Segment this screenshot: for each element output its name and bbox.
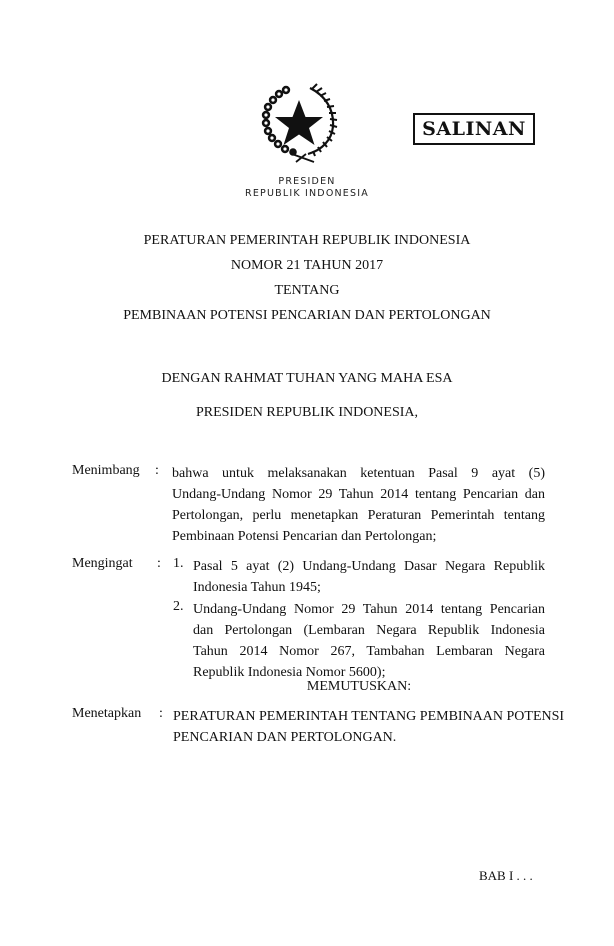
preamble-presiden: PRESIDEN REPUBLIK INDONESIA, (195, 405, 419, 420)
menetapkan-colon: : (159, 706, 163, 721)
mengingat-item-number: 1. (173, 556, 184, 571)
menetapkan-label: Menetapkan (72, 706, 142, 721)
salinan-stamp (413, 113, 535, 145)
mengingat-colon: : (157, 556, 161, 571)
regulation-tentang: TENTANG (274, 283, 340, 298)
menetapkan-text (173, 706, 565, 748)
menetapkan-line: PERATURAN PEMERINTAH TENTANG PEMBINAAN POTENSI (173, 709, 565, 724)
memutuskan-heading: MEMUTUSKAN: (306, 679, 412, 694)
menimbang-text (172, 463, 545, 547)
page-continuation: BAB I . . . (479, 868, 533, 883)
salinan-label: SALINAN (422, 118, 526, 140)
menimbang-label: Menimbang (72, 463, 140, 478)
menimbang-line: Undang-Undang Nomor 29 Tahun 2014 tentang Pencarian dan (172, 487, 545, 502)
mengingat-item-line: Pasal 5 ayat (2) Undang-Undang Dasar Negara Republik (193, 559, 545, 574)
mengingat-item-line: Republik Indonesia Nomor 5600); (193, 665, 386, 680)
mengingat-item-2 (193, 599, 545, 683)
menimbang-line: Pembinaan Potensi Pencarian dan Pertolongan; (172, 529, 437, 544)
presidential-emblem-icon (256, 80, 342, 164)
regulation-number: NOMOR 21 TAHUN 2017 (230, 258, 384, 273)
mengingat-item-number: 2. (173, 599, 184, 614)
regulation-subject: PEMBINAAN POTENSI PENCARIAN DAN PERTOLONGAN (123, 308, 491, 323)
mengingat-item-line: Tahun 2014 Nomor 267, Tambahan Lembaran Negara (193, 644, 545, 659)
issuer-presiden: PRESIDEN (278, 176, 336, 187)
mengingat-item-line: Undang-Undang Nomor 29 Tahun 2014 tentang Pencarian (193, 602, 545, 617)
mengingat-item-line: Indonesia Tahun 1945; (193, 580, 321, 595)
issuer-republik-indonesia: REPUBLIK INDONESIA (245, 188, 369, 199)
regulation-title: PERATURAN PEMERINTAH REPUBLIK INDONESIA (143, 233, 471, 248)
mengingat-item-1 (193, 556, 545, 598)
mengingat-label: Mengingat (72, 556, 133, 571)
menetapkan-line: PENCARIAN DAN PERTOLONGAN. (173, 730, 397, 745)
menimbang-colon: : (155, 463, 159, 478)
mengingat-item-line: dan Pertolongan (Lembaran Negara Republik Indonesia (193, 623, 545, 638)
menimbang-line: Pertolongan, perlu menetapkan Peraturan Pemerintah tentang (172, 508, 545, 523)
preamble-rahmat: DENGAN RAHMAT TUHAN YANG MAHA ESA (161, 371, 453, 386)
menimbang-line: bahwa untuk melaksanakan ketentuan Pasal 9 ayat (5) (172, 466, 545, 481)
